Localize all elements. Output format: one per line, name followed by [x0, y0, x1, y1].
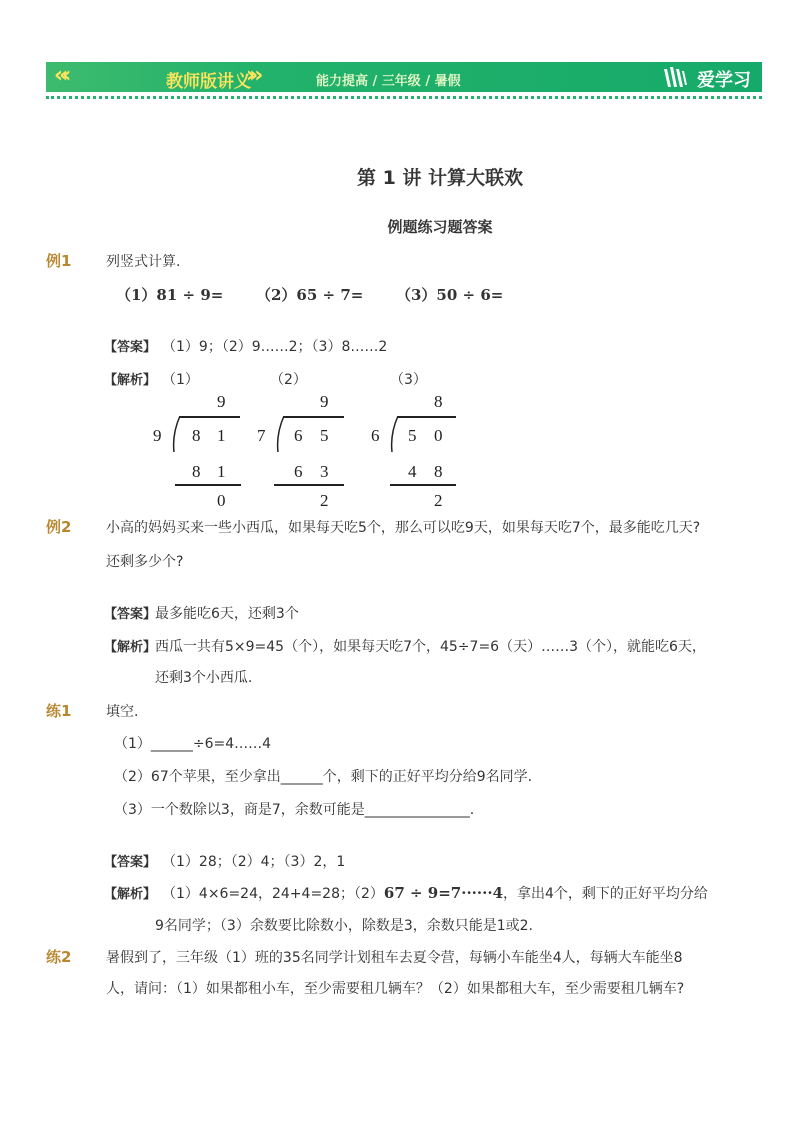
example-2-analysis-line-1: 西瓜一共有5×9=45（个），如果每天吃7个，45÷7=6（天）……3（个），就能吃6天， — [155, 639, 706, 655]
header-dotted-divider — [46, 96, 762, 99]
quotient: 8 — [434, 392, 443, 411]
brand-name: 爱学习 — [697, 70, 751, 91]
remainder: 2 — [434, 491, 443, 510]
division-top-line — [398, 416, 456, 418]
product-digit-1: 6 — [294, 462, 303, 481]
example-1-part-1: （1）81 ÷ 9= — [116, 286, 224, 304]
dividend-digit-2: 5 — [320, 426, 329, 445]
example-2-analysis-line-2: 还剩3个小西瓜. — [155, 670, 253, 686]
quotient: 9 — [217, 392, 226, 411]
lecture-title: 第 1 讲 计算大联欢 — [356, 167, 524, 189]
subtraction-line — [175, 484, 241, 486]
example-1-part-2: （2）65 ÷ 7= — [256, 286, 364, 304]
chevron-left-icon: «‹ — [54, 63, 66, 88]
example-1-answer-tag: 【答案】 — [104, 340, 157, 355]
header-banner — [46, 62, 762, 92]
dividend-digit-1: 5 — [408, 426, 417, 445]
dividend-digit-2: 0 — [434, 426, 443, 445]
example-1-part-3: （3）50 ÷ 6= — [396, 286, 504, 304]
practice-1-question-1: （1）______÷6=4……4 — [114, 736, 272, 752]
chevron-right-icon: ›» — [246, 63, 258, 88]
practice-1-question-2: （2）67个苹果，至少拿出______个，剩下的正好平均分给9名同学. — [114, 769, 533, 785]
practice-2-line-2: 人，请问：（1）如果都租小车，至少需要租几辆车？（2）如果都租大车，至少需要租几辆车? — [106, 981, 685, 997]
practice-1-label: 练1 — [46, 702, 72, 720]
practice-1-answer: （1）28；（2）4；（3）2，1 — [162, 854, 346, 870]
analysis-label-1: （1） — [162, 372, 199, 388]
header-title: 教师版讲义 — [166, 72, 251, 92]
example-2-answer-tag: 【答案】 — [104, 607, 157, 622]
practice-2-label: 练2 — [46, 948, 72, 966]
practice-1-analysis-line-1 — [162, 883, 708, 903]
dividend-digit-1: 6 — [294, 426, 303, 445]
example-2-line-1: 小高的妈妈买来一些小西瓜，如果每天吃5个，那么可以吃9天，如果每天吃7个，最多能吃几天? — [106, 520, 701, 536]
division-top-line — [180, 416, 240, 418]
breadcrumb: 能力提高 / 三年级 / 暑假 — [316, 74, 461, 89]
product-digit-2: 8 — [434, 462, 443, 481]
analysis-label-3: （3） — [390, 372, 427, 388]
example-1-answer: （1）9；（2）9……2；（3）8……2 — [162, 339, 388, 355]
example-1-label: 例1 — [46, 252, 72, 270]
subtraction-line — [390, 484, 456, 486]
remainder: 0 — [217, 491, 226, 510]
analysis-label-2: （2） — [270, 372, 307, 388]
product-digit-1: 4 — [408, 462, 417, 481]
divisor: 6 — [371, 426, 380, 445]
divisor: 7 — [257, 426, 266, 445]
analysis-math: 67 ÷ 9=7······4 — [383, 884, 504, 902]
section-title: 例题练习题答案 — [387, 218, 493, 236]
divisor: 9 — [153, 426, 162, 445]
practice-1-question-3: （3）一个数除以3，商是7，余数可能是_______________. — [114, 802, 475, 818]
dividend-digit-1: 8 — [192, 426, 201, 445]
analysis-text: ，拿出4个，剩下的正好平均分给 — [503, 886, 708, 902]
example-2-answer: 最多能吃6天，还剩3个 — [155, 606, 299, 622]
practice-1-analysis-tag: 【解析】 — [104, 887, 157, 902]
example-2-label: 例2 — [46, 518, 72, 536]
example-1-analysis-tag: 【解析】 — [104, 373, 157, 388]
division-bracket — [388, 416, 402, 452]
quotient: 9 — [320, 392, 329, 411]
practice-1-answer-tag: 【答案】 — [104, 855, 157, 870]
division-bracket — [274, 416, 288, 452]
product-digit-1: 8 — [192, 462, 201, 481]
example-2-analysis-tag: 【解析】 — [104, 640, 157, 655]
product-digit-2: 1 — [217, 462, 226, 481]
practice-2-line-1: 暑假到了，三年级（1）班的35名同学计划租车去夏令营，每辆小车能坐4人，每辆大车能坐8 — [106, 950, 683, 966]
product-digit-2: 3 — [320, 462, 329, 481]
division-bracket — [170, 416, 184, 452]
division-top-line — [284, 416, 344, 418]
example-1-prompt: 列竖式计算. — [106, 254, 181, 270]
remainder: 2 — [320, 491, 329, 510]
dividend-digit-2: 1 — [217, 426, 226, 445]
example-2-line-2: 还剩多少个? — [106, 554, 184, 570]
practice-1-analysis-line-2: 9名同学；（3）余数要比除数小，除数是3，余数只能是1或2. — [155, 918, 533, 934]
brand-logo-icon — [662, 65, 688, 89]
subtraction-line — [274, 484, 344, 486]
practice-1-prompt: 填空. — [106, 704, 139, 720]
analysis-text: （1）4×6=24，24+4=28；（2） — [162, 886, 384, 902]
